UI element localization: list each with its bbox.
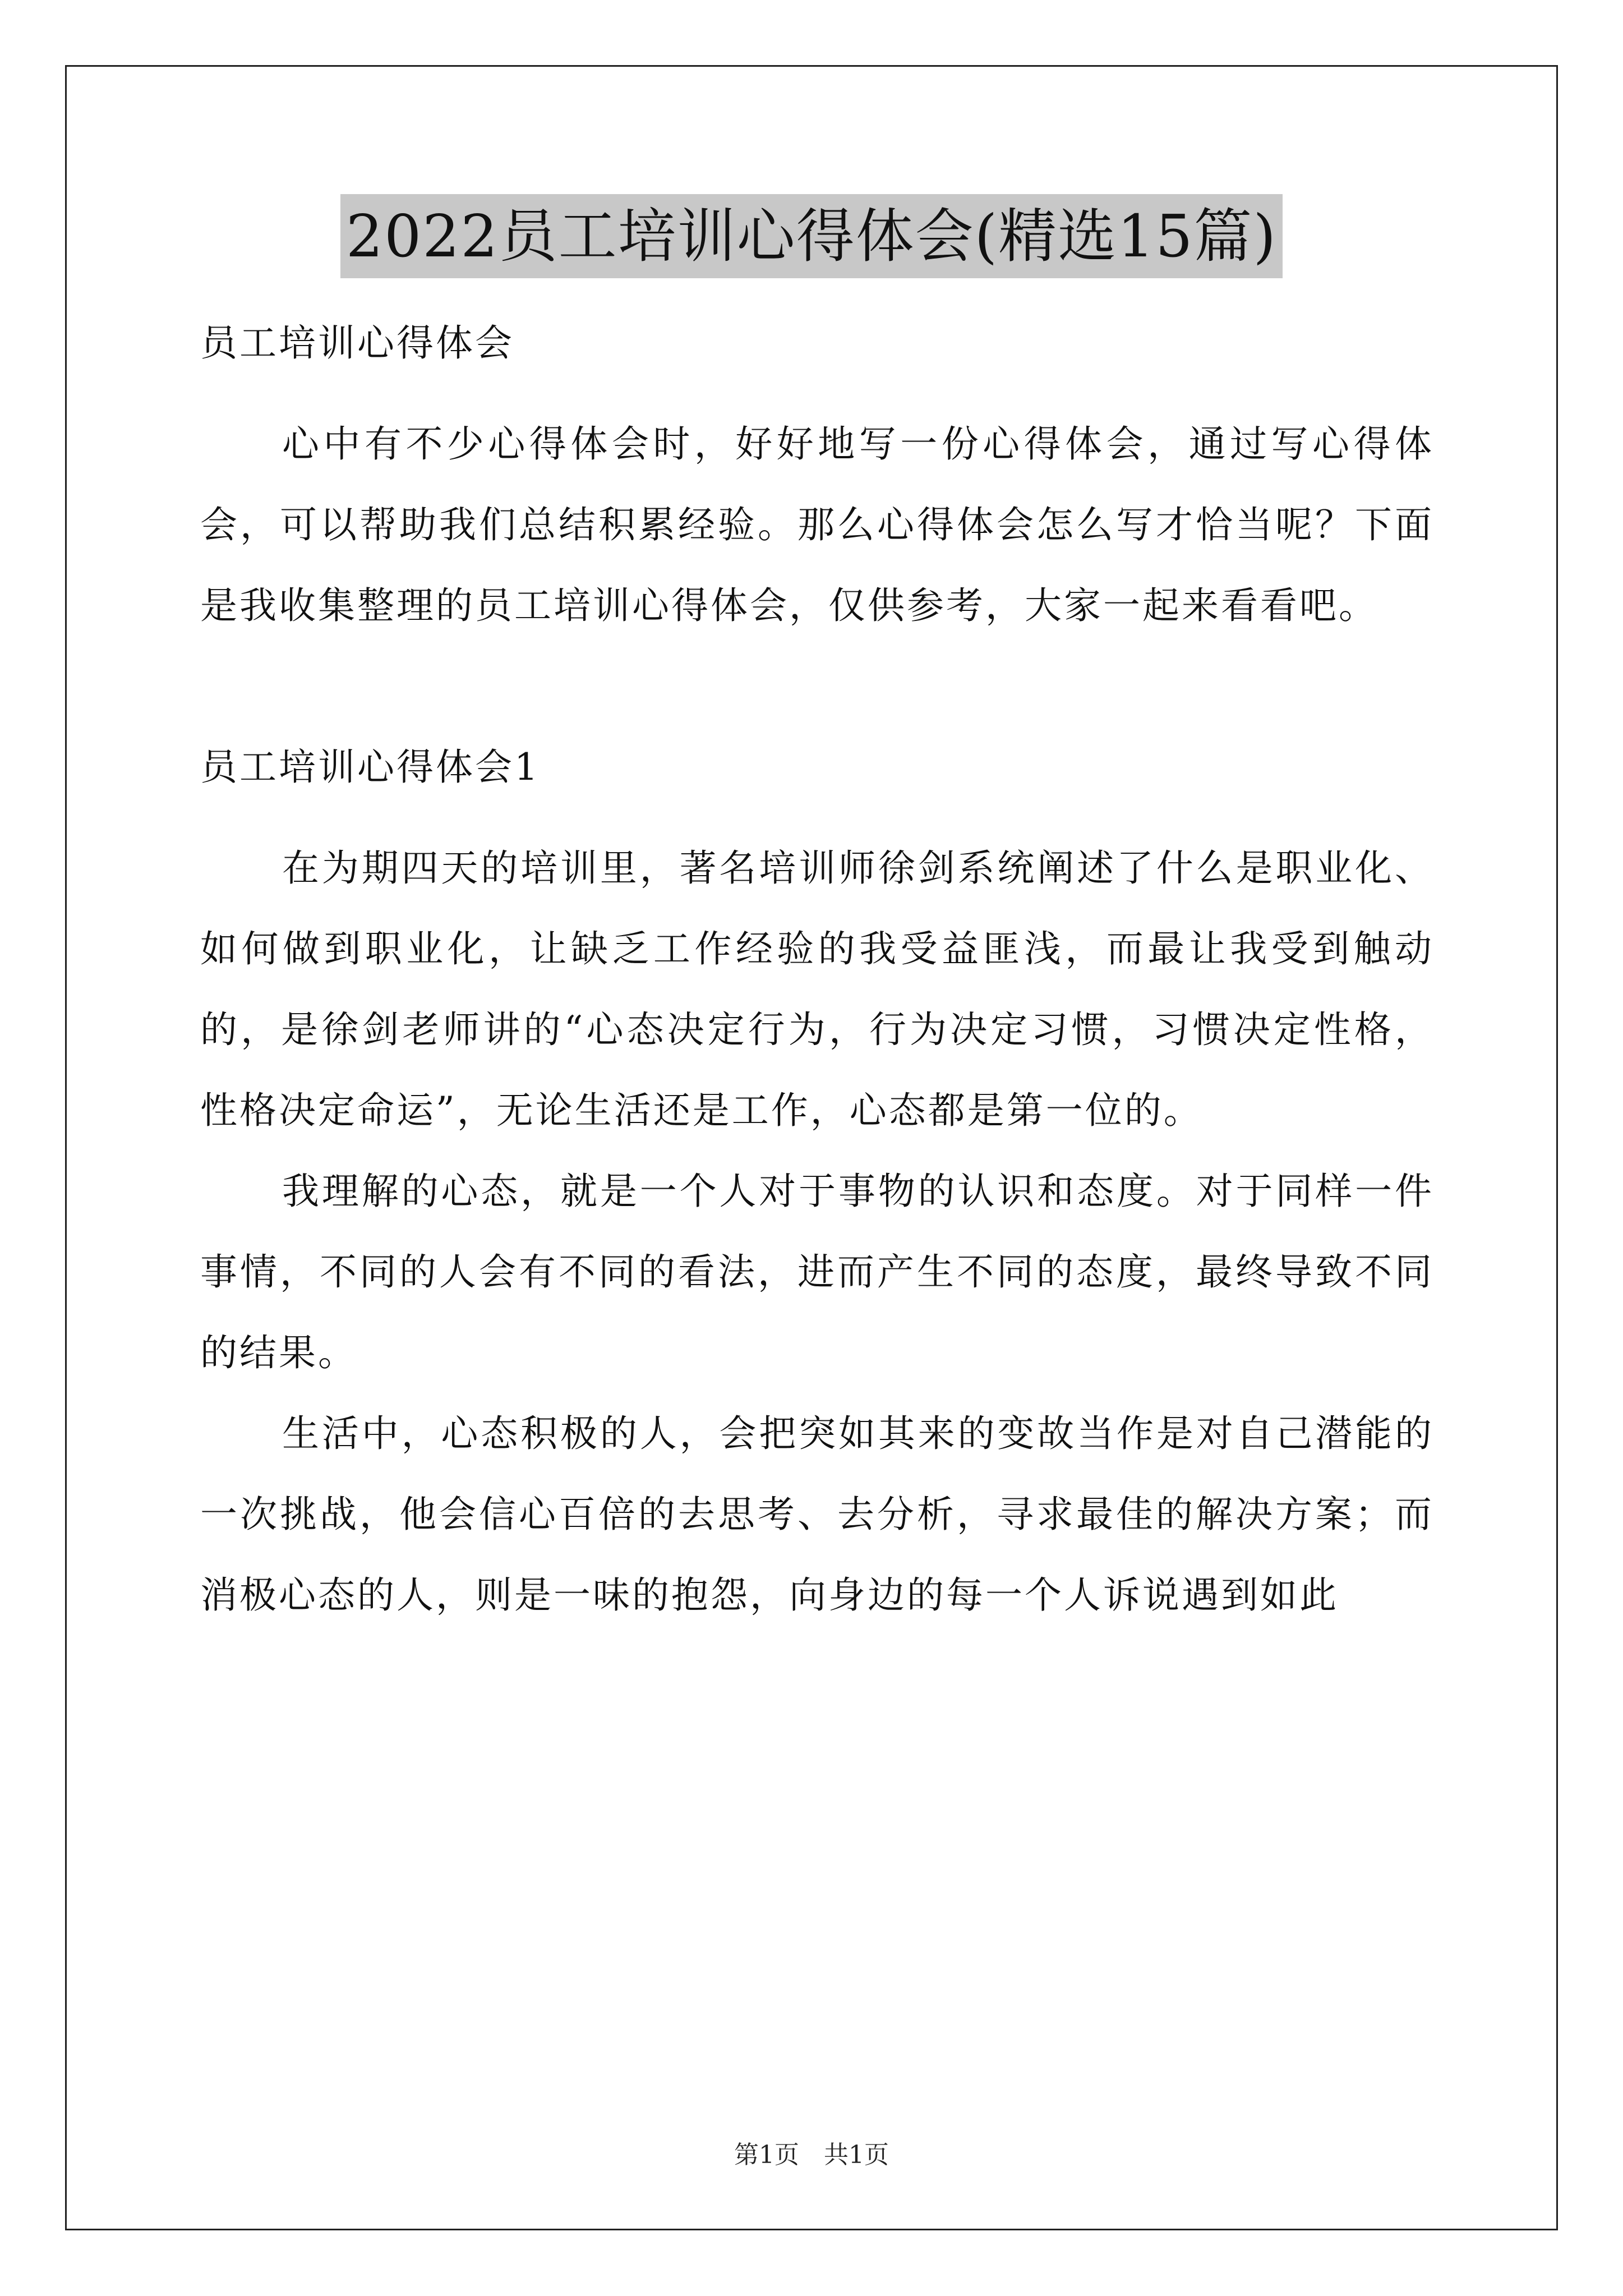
section-heading-1: 员工培训心得体会1 — [200, 746, 540, 789]
document-title: 2022员工培训心得体会(精选15篇) — [340, 194, 1283, 278]
page-total: 共1页 — [824, 2141, 889, 2169]
section-spacer — [200, 646, 1434, 727]
document-body — [200, 303, 1434, 1636]
body-paragraph-2: 我理解的心态，就是一个人对于事物的认识和态度。对于同样一件事情，不同的人会有不同的看法，进而产生不同的态度，最终导致不同的结果。 — [200, 1170, 1434, 1374]
body-paragraph-1: 在为期四天的培训里，著名培训师徐剑系统阐述了什么是职业化、如何做到职业化，让缺乏工作经验的我受益匪浅，而最让我受到触动的，是徐剑老师讲的“心态决定行为，行为决定习惯，习惯决定性格，性格决定命运”，无论生活还是工作，心态都是第一位的。 — [200, 846, 1434, 1132]
page-number: 第1页 — [734, 2141, 799, 2169]
section-heading: 员工培训心得体会 — [200, 321, 514, 365]
body-paragraph-3: 生活中，心态积极的人，会把突如其来的变故当作是对自己潜能的一次挑战，他会信心百倍的去思考、去分析，寻求最佳的解决方案；而消极心态的人，则是一味的抱怨，向身边的每一个人诉说遇到如此 — [200, 1412, 1434, 1617]
page-footer — [0, 2138, 1623, 2172]
title-container — [0, 194, 1623, 278]
intro-paragraph: 心中有不少心得体会时，好好地写一份心得体会，通过写心得体会，可以帮助我们总结积累经验。那么心得体会怎么写才恰当呢？下面是我收集整理的员工培训心得体会，仅供参考，大家一起来看看吧。 — [200, 422, 1434, 627]
